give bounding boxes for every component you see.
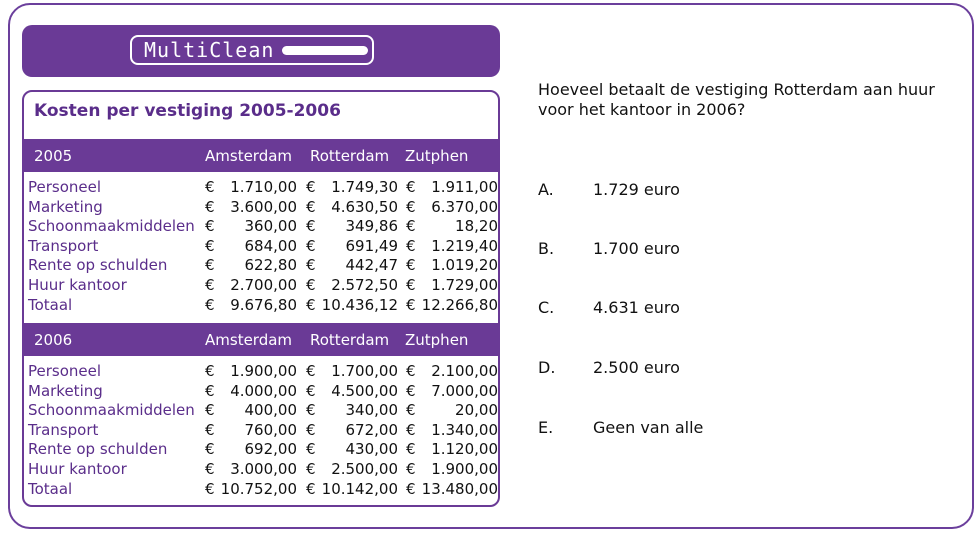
currency-symbol: € — [406, 295, 416, 314]
amount: 7.000,00 — [431, 381, 498, 400]
currency-symbol: € — [406, 197, 416, 216]
amount: 9.676,80 — [230, 295, 297, 314]
table-row — [24, 197, 498, 217]
option-text: 2.500 euro — [593, 358, 680, 377]
section-year: 2006 — [34, 331, 73, 349]
amount: 1.700,00 — [331, 362, 398, 380]
amount: 691,49 — [345, 236, 398, 255]
currency-symbol: € — [406, 178, 416, 196]
column-header-rotterdam: Rotterdam — [310, 331, 390, 349]
option-text: 1.729 euro — [593, 180, 680, 199]
currency-symbol: € — [306, 362, 316, 380]
currency-symbol: € — [406, 236, 416, 255]
currency-symbol: € — [306, 178, 316, 196]
table-row — [24, 439, 498, 459]
option-letter: A. — [538, 180, 554, 199]
table-row — [24, 236, 498, 256]
amount: 1.219,40 — [431, 236, 498, 255]
amount: 4.630,50 — [331, 197, 398, 216]
amount: 672,00 — [345, 420, 398, 439]
currency-symbol: € — [205, 217, 215, 236]
currency-symbol: € — [205, 295, 215, 314]
amount: 1.729,00 — [431, 275, 498, 294]
amount: 692,00 — [244, 440, 297, 459]
currency-symbol: € — [306, 420, 316, 439]
option-letter: D. — [538, 358, 556, 377]
amount: 760,00 — [244, 420, 297, 439]
option-letter: B. — [538, 239, 555, 258]
currency-symbol: € — [306, 401, 316, 420]
currency-symbol: € — [205, 197, 215, 216]
currency-symbol: € — [306, 256, 316, 275]
currency-symbol: € — [306, 381, 316, 400]
row-label: Schoonmaakmiddelen — [28, 401, 195, 420]
option-text: Geen van alle — [593, 418, 704, 437]
logo-banner — [22, 25, 500, 77]
amount: 400,00 — [244, 401, 297, 420]
amount: 13.480,00 — [421, 479, 498, 498]
cost-table-panel — [22, 90, 500, 507]
currency-symbol: € — [306, 275, 316, 294]
currency-symbol: € — [406, 479, 416, 498]
amount: 442,47 — [345, 256, 398, 275]
row-label: Personeel — [28, 362, 102, 380]
amount: 3.000,00 — [230, 459, 297, 478]
question-text: Hoeveel betaalt de vestiging Rotterdam aan huur voor het kantoor in 2006? — [538, 80, 935, 119]
currency-symbol: € — [406, 256, 416, 275]
section-header-2006 — [24, 323, 498, 356]
amount: 4.500,00 — [331, 381, 398, 400]
amount: 1.710,00 — [230, 178, 297, 196]
amount: 1.900,00 — [230, 362, 297, 380]
amount: 2.572,50 — [331, 275, 398, 294]
currency-symbol: € — [406, 401, 416, 420]
amount: 1.911,00 — [431, 178, 498, 196]
logo — [130, 35, 374, 65]
currency-symbol: € — [306, 440, 316, 459]
table-row — [24, 361, 498, 381]
amount: 1.340,00 — [431, 420, 498, 439]
currency-symbol: € — [406, 440, 416, 459]
amount: 6.370,00 — [431, 197, 498, 216]
currency-symbol: € — [306, 459, 316, 478]
column-header-zutphen: Zutphen — [405, 331, 469, 349]
currency-symbol: € — [205, 440, 215, 459]
row-label: Transport — [28, 420, 99, 439]
currency-symbol: € — [205, 459, 215, 478]
amount: 1.019,20 — [431, 256, 498, 275]
table-row — [24, 381, 498, 401]
amount: 430,00 — [345, 440, 398, 459]
amount: 4.000,00 — [230, 381, 297, 400]
option-letter: C. — [538, 298, 555, 317]
currency-symbol: € — [205, 178, 215, 196]
currency-symbol: € — [205, 236, 215, 255]
currency-symbol: € — [406, 217, 416, 236]
currency-symbol: € — [205, 381, 215, 400]
currency-symbol: € — [205, 479, 215, 498]
amount: 2.700,00 — [230, 275, 297, 294]
table-row — [24, 420, 498, 440]
currency-symbol: € — [406, 362, 416, 380]
currency-symbol: € — [406, 459, 416, 478]
amount: 340,00 — [345, 401, 398, 420]
currency-symbol: € — [406, 275, 416, 294]
currency-symbol: € — [406, 420, 416, 439]
logo-text: MultiClean — [144, 38, 275, 62]
row-label: Totaal — [28, 295, 73, 314]
table-row — [24, 459, 498, 479]
column-header-amsterdam: Amsterdam — [205, 331, 293, 349]
row-label: Marketing — [28, 381, 103, 400]
option-text: 4.631 euro — [593, 298, 680, 317]
table-row — [24, 295, 498, 315]
amount: 20,00 — [455, 401, 498, 420]
currency-symbol: € — [306, 217, 316, 236]
amount: 360,00 — [244, 217, 297, 236]
row-label: Huur kantoor — [28, 275, 127, 294]
section-year: 2005 — [34, 147, 73, 165]
option-text: 1.700 euro — [593, 239, 680, 258]
amount: 10.436,12 — [321, 295, 398, 314]
currency-symbol: € — [205, 420, 215, 439]
amount: 3.600,00 — [230, 197, 297, 216]
row-label: Rente op schulden — [28, 440, 168, 459]
row-label: Rente op schulden — [28, 256, 168, 275]
amount: 684,00 — [244, 236, 297, 255]
currency-symbol: € — [406, 381, 416, 400]
amount: 12.266,80 — [421, 295, 498, 314]
row-label: Totaal — [28, 479, 73, 498]
currency-symbol: € — [205, 401, 215, 420]
column-header-zutphen: Zutphen — [405, 147, 469, 165]
currency-symbol: € — [306, 295, 316, 314]
row-label: Schoonmaakmiddelen — [28, 217, 195, 236]
currency-symbol: € — [306, 197, 316, 216]
column-header-amsterdam: Amsterdam — [205, 147, 293, 165]
amount: 2.100,00 — [431, 362, 498, 380]
section-rows-2005 — [24, 177, 498, 314]
amount: 10.752,00 — [220, 479, 297, 498]
currency-symbol: € — [306, 479, 316, 498]
row-label: Transport — [28, 236, 99, 255]
table-row — [24, 400, 498, 420]
amount: 1.120,00 — [431, 440, 498, 459]
table-row — [24, 255, 498, 275]
table-row — [24, 177, 498, 197]
currency-symbol: € — [306, 236, 316, 255]
section-header-2005 — [24, 139, 498, 172]
currency-symbol: € — [205, 256, 215, 275]
logo-swoosh-icon — [282, 46, 368, 55]
currency-symbol: € — [205, 362, 215, 380]
amount: 2.500,00 — [331, 459, 398, 478]
table-title: Kosten per vestiging 2005-2006 — [34, 101, 341, 121]
row-label: Marketing — [28, 197, 103, 216]
table-row — [24, 479, 498, 499]
amount: 1.900,00 — [431, 459, 498, 478]
option-letter: E. — [538, 418, 554, 437]
amount: 349,86 — [345, 217, 398, 236]
table-row — [24, 275, 498, 295]
amount: 622,80 — [244, 256, 297, 275]
currency-symbol: € — [205, 275, 215, 294]
amount: 18,20 — [455, 217, 498, 236]
amount: 10.142,00 — [321, 479, 398, 498]
row-label: Personeel — [28, 178, 102, 196]
section-rows-2006 — [24, 361, 498, 498]
column-header-rotterdam: Rotterdam — [310, 147, 390, 165]
table-row — [24, 216, 498, 236]
amount: 1.749,30 — [331, 178, 398, 196]
row-label: Huur kantoor — [28, 459, 127, 478]
